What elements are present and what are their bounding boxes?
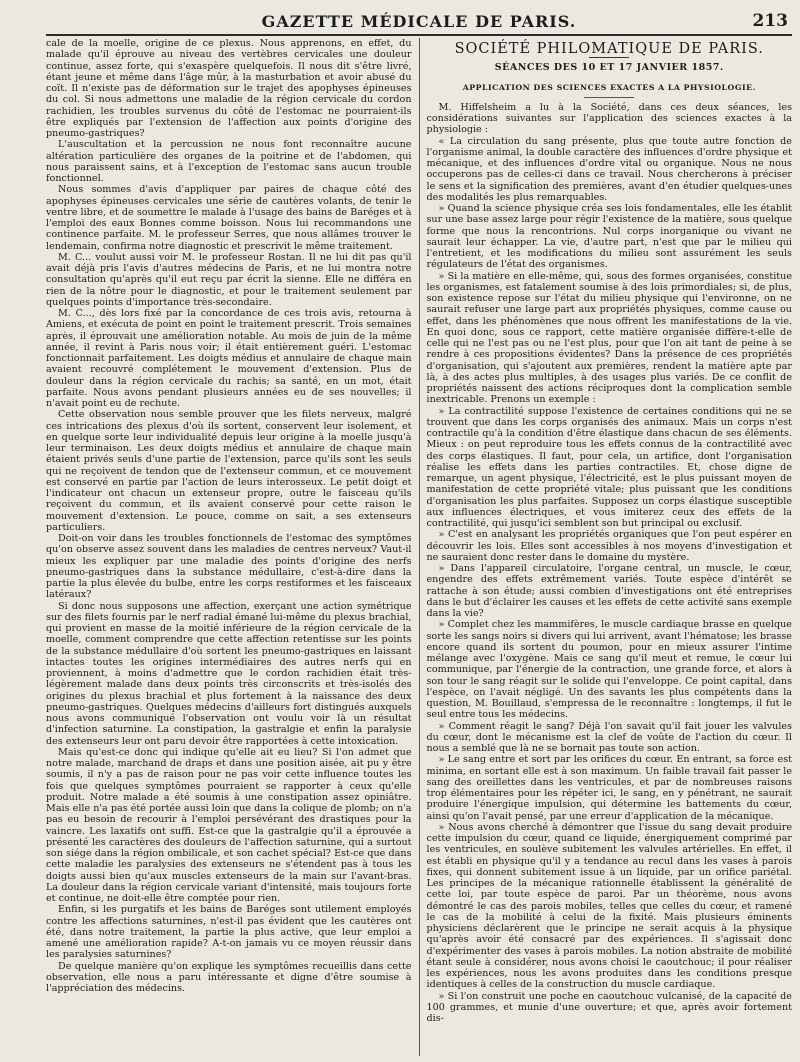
page-number: 213: [752, 11, 788, 31]
right-paragraph: » Nous avons cherché à démontrer que l'issue du sang devait produire cette impulsion du cœur, quand ce liquide, énergiquement comprimé par les ventricules, en soulève subitement les valvules artérielles. En effet, il est établi en physique qu'il y a tendance au recul dans les vases à parois fixes, qui donnent subitement issue à un liquide, par un orifice pariétal. Les principes de la mécanique rationnelle établissent la généralité de cette loi, par toute espèce de paroi. Par un théorème, nous avons démontré le cas des parois mobiles, telles que celles du cœur, et ramené le cas de la mobilité à celui de la fixité. Mais plusieurs éminents physiciens déclarèrent que le principe ne serait acquis à la physique qu'après avoir été consacré par des expériences. Il s'agissait donc d'expérimenter des vases à parois mobiles. La notion abstraite de mobilité étant seule à considérer, nous avons choisi le caoutchouc; il pour réaliser les expériences, nous les avons produites dans les conditions presque identiques à celles de la construction du muscle cardiaque.: [426, 821, 792, 991]
right-paragraph: » Si la matière en elle-même, qui, sous des formes organisées, constitue les organismes, est fatalement soumise à des lois primordiales; si, de plus, son existence repose sur l'état du milieu physique qui l'environne, on ne saurait refuser une large part aux propriétés physiques, comme cause ou effet, dans les phénomènes que nous offrent les manifestations de la vie. En quoi donc, sous ce rapport, cette matière organisée diffère-t-elle de celle qui ne l'est pas ou ne l'est plus, pour que l'on ait tant de peine à se rendre à ces propositions évidentes? Dans la présence de ces propriétés d'organisation, qui s'ajoutent aux premières, rendent la matière apte par là, à des actes plus multiples, à des usages plus variés. De ce conflit de propriétés naissent des actions réciproques dont la complication semble inextricable. Prenons un exemple :: [426, 270, 792, 406]
left-paragraph: Mais qu'est-ce donc qui indique qu'elle ait eu lieu? Si l'on admet que notre malade, marchand de draps et dans une position aisée, ait pu y être soumis, il n'y a pas de raison pour ne pas voir cette influence toutes les fois que quelques symptômes pourraient se rapporter à ceux qu'elle produit. Notre malade a été soumis à une constipation assez opiniâtre. Mais elle n'a pas été portée aussi loin que dans la colique de plomb; on n'a pas eu besoin de recourir à l'emploi persévérant des drastiques pour la vaincre. Les laxatifs ont suffi. Est-ce que la gastralgie qu'il a éprouvée a présenté les caractères des douleurs de l'affection saturnine, qui a surtout son siége dans la région ombilicale, et son cachet spécial? Est-ce que dans cette maladie les paralysies des extenseurs ne s'étendent pas à tous les doigts aussi bien qu'aux muscles extenseurs de la main sur l'avant-bras. La douleur dans la région cervicale variant d'intensité, mais toujours forte et continue, ne doit-elle être comptée pour rien.: [46, 746, 412, 904]
left-paragraph: Cette observation nous semble prouver que les filets nerveux, malgré ces intrications des plexus d'où ils sortent, conservent leur isolement, et en quelque sorte leur individualité depuis leur origine à la moelle jusqu'à leur terminaison. Les deux doigts médius et annulaire de chaque main étaient privés seuls d'une partie de l'extension, parce qu'ils sont les seuls qui ne reçoivent de tendon que de l'extenseur commun, et ce mouvement est conservé en partie par l'action de leurs interosseux. Le petit doigt et l'indicateur ont chacun un extenseur propre, outre le faisceau qu'ils reçoivent du commun, et ils avaient conservé pour cette raison le mouvement d'extension. Le pouce, comme on sait, a ses extenseurs particuliers.: [46, 409, 412, 533]
left-paragraph: Enfin, si les purgatifs et les bains de Baréges sont utilement employés contre les affections saturnines, n'est-il pas évident que les cautères ont été, dans notre traitement, la partie la plus active, que leur emploi a amené une amélioration rapide? A-t-on jamais vu ce moyen réussir dans les paralysies saturnines?: [46, 904, 412, 961]
left-column: [46, 38, 419, 1056]
left-paragraph: Si donc nous supposons une affection, exerçant une action symétrique sur des filets fournis par le nerf radial émané lui-même du plexus brachial, qui provient en masse de la moitié inférieure de la région cervicale de la moelle, comment comprendre que cette affection retentisse sur les points de la substance médullaire d'où sortent les pneumo-gastriques en laissant intactes toutes les origines intermédiaires des autres nerfs qui en proviennent, à moins d'admettre que le cordon rachidien était très-légèrement malade dans deux points très circonscrits et très-isolés des origines du plexus brachial et plus fortement à la naissance des deux pneumo-gastriques. Quelques médecins d'ailleurs fort distingués auxquels nous avons communiqué l'observation ont voulu voir là un résultat d'infection saturnine. La constipation, la gastralgie et enfin la paralysie des extenseurs leur ont paru devoir être rapportées à cette intoxication.: [46, 600, 412, 747]
two-column-body: [46, 38, 792, 1056]
section-divider: [589, 57, 629, 58]
right-paragraph: » Si l'on construit une poche en caoutchouc vulcanisé, de la capacité de 100 grammes, et munie d'une ouverture; et que, après avoir fortement dis-: [426, 990, 792, 1024]
right-paragraph: M. Hiffelsheim a lu à la Société, dans ces deux séances, les considérations suivantes sur l'application des sciences exactes à la physiologie :: [426, 101, 792, 136]
right-paragraph: » Quand la science physique créa ses lois fondamentales, elle les établit sur une base assez large pour régir l'existence de la matière, sous quelque forme que nous la rencontrions. Nul corps inorganique ou vivant ne saurait leur échapper. La vie, d'autre part, n'est que par le milieu qui l'entretient, et les modifications du milieu sont assurément les seuls régulateurs de l'état des organismes.: [426, 203, 792, 271]
right-paragraph: » La contractilité suppose l'existence de certaines conditions qui ne se trouvent que dans les corps organisés des animaux. Mais un corps n'est contractile qu'à la condition d'être élastique dans chacun de ses éléments. Mieux : on peut reproduire tous les effets connus de la contractilité avec des corps élastiques. Il faut, pour cela, un artifice, dont l'organisation réalise les effets dans les parties contractiles. Et, chose digne de remarque, un agent physique, l'électricité, est le plus puissant moyen de manifestation de cette propriété vitale; plus puissant que les conditions d'organisation les plus parfaites. Supposez un corps élastique susceptible aux influences électriques, et vous imiterez ceux des effets de la contractilité, qui jusqu'ici semblent son but principal ou exclusif.: [426, 405, 792, 529]
right-paragraph: » Dans l'appareil circulatoire, l'organe central, un muscle, le cœur, engendre des effets extrêmement variés. Toute espèce d'intérêt se rattache à son étude; aussi combien d'investigations ont été entreprises dans le but d'éclairer les causes et les effets de cette activité sans exemple dans la vie?: [426, 563, 792, 619]
right-paragraph: » C'est en analysant les propriétés organiques que l'on peut espérer en découvrir les lois. Elles sont accessibles à nos moyens d'investigation et ne sauraient donc rester dans le domaine du mystère.: [426, 529, 792, 563]
right-paragraph: » Le sang entre et sort par les orifices du cœur. En entrant, sa force est minima, en sortant elle est à son maximum. Un faible travail fait passer le sang des oreillettes dans les ventricules, et par de nombreuses raisons trop élémentaires pour les répéter ici, le sang, en y pénétrant, ne saurait produire l'énergique impulsion, qui détermine les battements du cœur, ainsi qu'on l'avait pensé, par une erreur d'application de la mécanique.: [426, 754, 792, 822]
section-date: SÉANCES DES 10 ET 17 JANVIER 1857.: [494, 62, 724, 74]
subtitle-divider: [584, 97, 634, 98]
left-paragraph: Doit-on voir dans les troubles fonctionnels de l'estomac des symptômes qu'on observe assez souvent dans les maladies de centres nerveux? Vaut-il mieux les expliquer par une maladie des points d'origine des nerfs pneumo-gastriques dans la substance médullaire, c'est-à-dire dans la partie la plus élevée du bulbe, entre les corps restiformes et les faisceaux latéraux?: [46, 533, 412, 601]
left-paragraph: De quelque manière qu'on explique les symptômes recueillis dans cette observation, elle nous a paru intéressante et digne d'être soumise à l'appréciation des médecins.: [46, 960, 412, 994]
right-column: [419, 38, 793, 1056]
left-paragraph: M. C..., dès lors fixé par la concordance de ces trois avis, retourna à Amiens, et exécuta de point en point le traitement prescrit. Trois semaines après, il éprouvait une amélioration notable. Au mois de juin de la même année, il revint à Paris nous voir; il était entièrement guéri. L'estomac fonctionnait parfaitement. Les doigts médius et annulaire de chaque main avaient recouvré complétement le mouvement d'extension. Plus de douleur dans la région cervicale du rachis; sa santé, en un mot, était parfaite. Nous avons pendant plusieurs années eu de ses nouvelles; il n'avait point eu de rechute.: [46, 308, 412, 409]
right-paragraph: » Comment réagit le sang? Déjà l'on savait qu'il fait jouer les valvules du cœur, dont le mécanisme est la clef de voûte de l'action du cœur. Il nous a semblé que là ne se bornait pas toute son action.: [426, 720, 792, 754]
right-paragraph: « La circulation du sang présente, plus que toute autre fonction de l'organisme animal, la double caractère des influences d'ordre physique et mécanique, et des influences d'ordre vital ou organique. Nous ne nous occuperons pas de celles-ci dans ce travail. Nous chercherons à préciser le sens et la signification des premières, avant d'en étudier quelques-unes des modalités les plus remarquables.: [426, 135, 792, 203]
section-subtitle: APPLICATION DES SCIENCES EXACTES A LA PHYSIOLOGIE.: [462, 82, 756, 92]
left-paragraph: Nous sommes d'avis d'appliquer par paires de chaque côté des apophyses épineuses cervicales une série de cautères volants, de tenir le ventre libre, et de soumettre le malade à l'usage des bains de Baréges et à l'emploi des eaux Bonnes comme boisson. Nous lui recommandons une continence parfaite. M. le professeur Serres, que nous allâmes trouver le lendemain, confirma notre diagnostic et prescrivit le même traitement.: [46, 184, 412, 252]
section-title: SOCIÉTÉ PHILOMATIQUE DE PARIS.: [454, 41, 764, 57]
left-paragraph: cale de la moelle, origine de ce plexus. Nous apprenons, en effet, du malade qu'il éprouve au niveau des vertèbres cervicales une douleur continue, assez forte, qui s'exaspère quelquefois. Il nous dit s'être livré, étant jeune et même dans l'âge mûr, à la masturbation et avoir abusé du coït. Il n'existe pas de déformation sur le trajet des apophyses épineuses du col. Si nous admettons une maladie de la région cervicale du cordon rachidien, les troubles survenus du côté de l'estomac ne pourraient-ils être expliqués par l'extension de l'affection aux points d'origine des pneumo-gastriques?: [46, 38, 412, 139]
left-paragraph: L'auscultation et la percussion ne nous font reconnaître aucune altération particulière des organes de la poitrine et de l'abdomen, qui nous paraissent sains, et à l'exception de l'estomac sans aucun trouble fonctionnel.: [46, 139, 412, 184]
right-paragraph: » Complet chez les mammifères, le muscle cardiaque brasse en quelque sorte les sangs noirs si divers qui lui arrivent, avant l'hématose; les brasse encore quand ils sortent du poumon, pour en mieux assurer l'intime mélange avec l'oxygène. Mais ce sang qu'il meut et remue, le cœur lui communique, par l'énergie de la contraction, une grande force, et alors à son tour le sang réagit sur le solide qui l'enveloppe. Ce point capital, dans l'espèce, on l'avait négligé. Un des savants les plus compétents dans la question, M. Bouillaud, s'empressa de le reconnaître : longtemps, il fut le seul entre tous les médecins.: [426, 619, 792, 721]
page-header: [46, 6, 792, 36]
journal-title: GAZETTE MÉDICALE DE PARIS.: [261, 12, 577, 31]
left-paragraph: M. C... voulut aussi voir M. le professeur Rostan. Il ne lui dit pas qu'il avait déjà pris l'avis d'autres médecins de Paris, et ne lui montra notre consultation qu'après qu'il eut reçu par écrit la sienne. Elle ne différa en rien de la nôtre pour le diagnostic, et pour le traitement seulement par quelques points d'importance très-secondaire.: [46, 251, 412, 308]
